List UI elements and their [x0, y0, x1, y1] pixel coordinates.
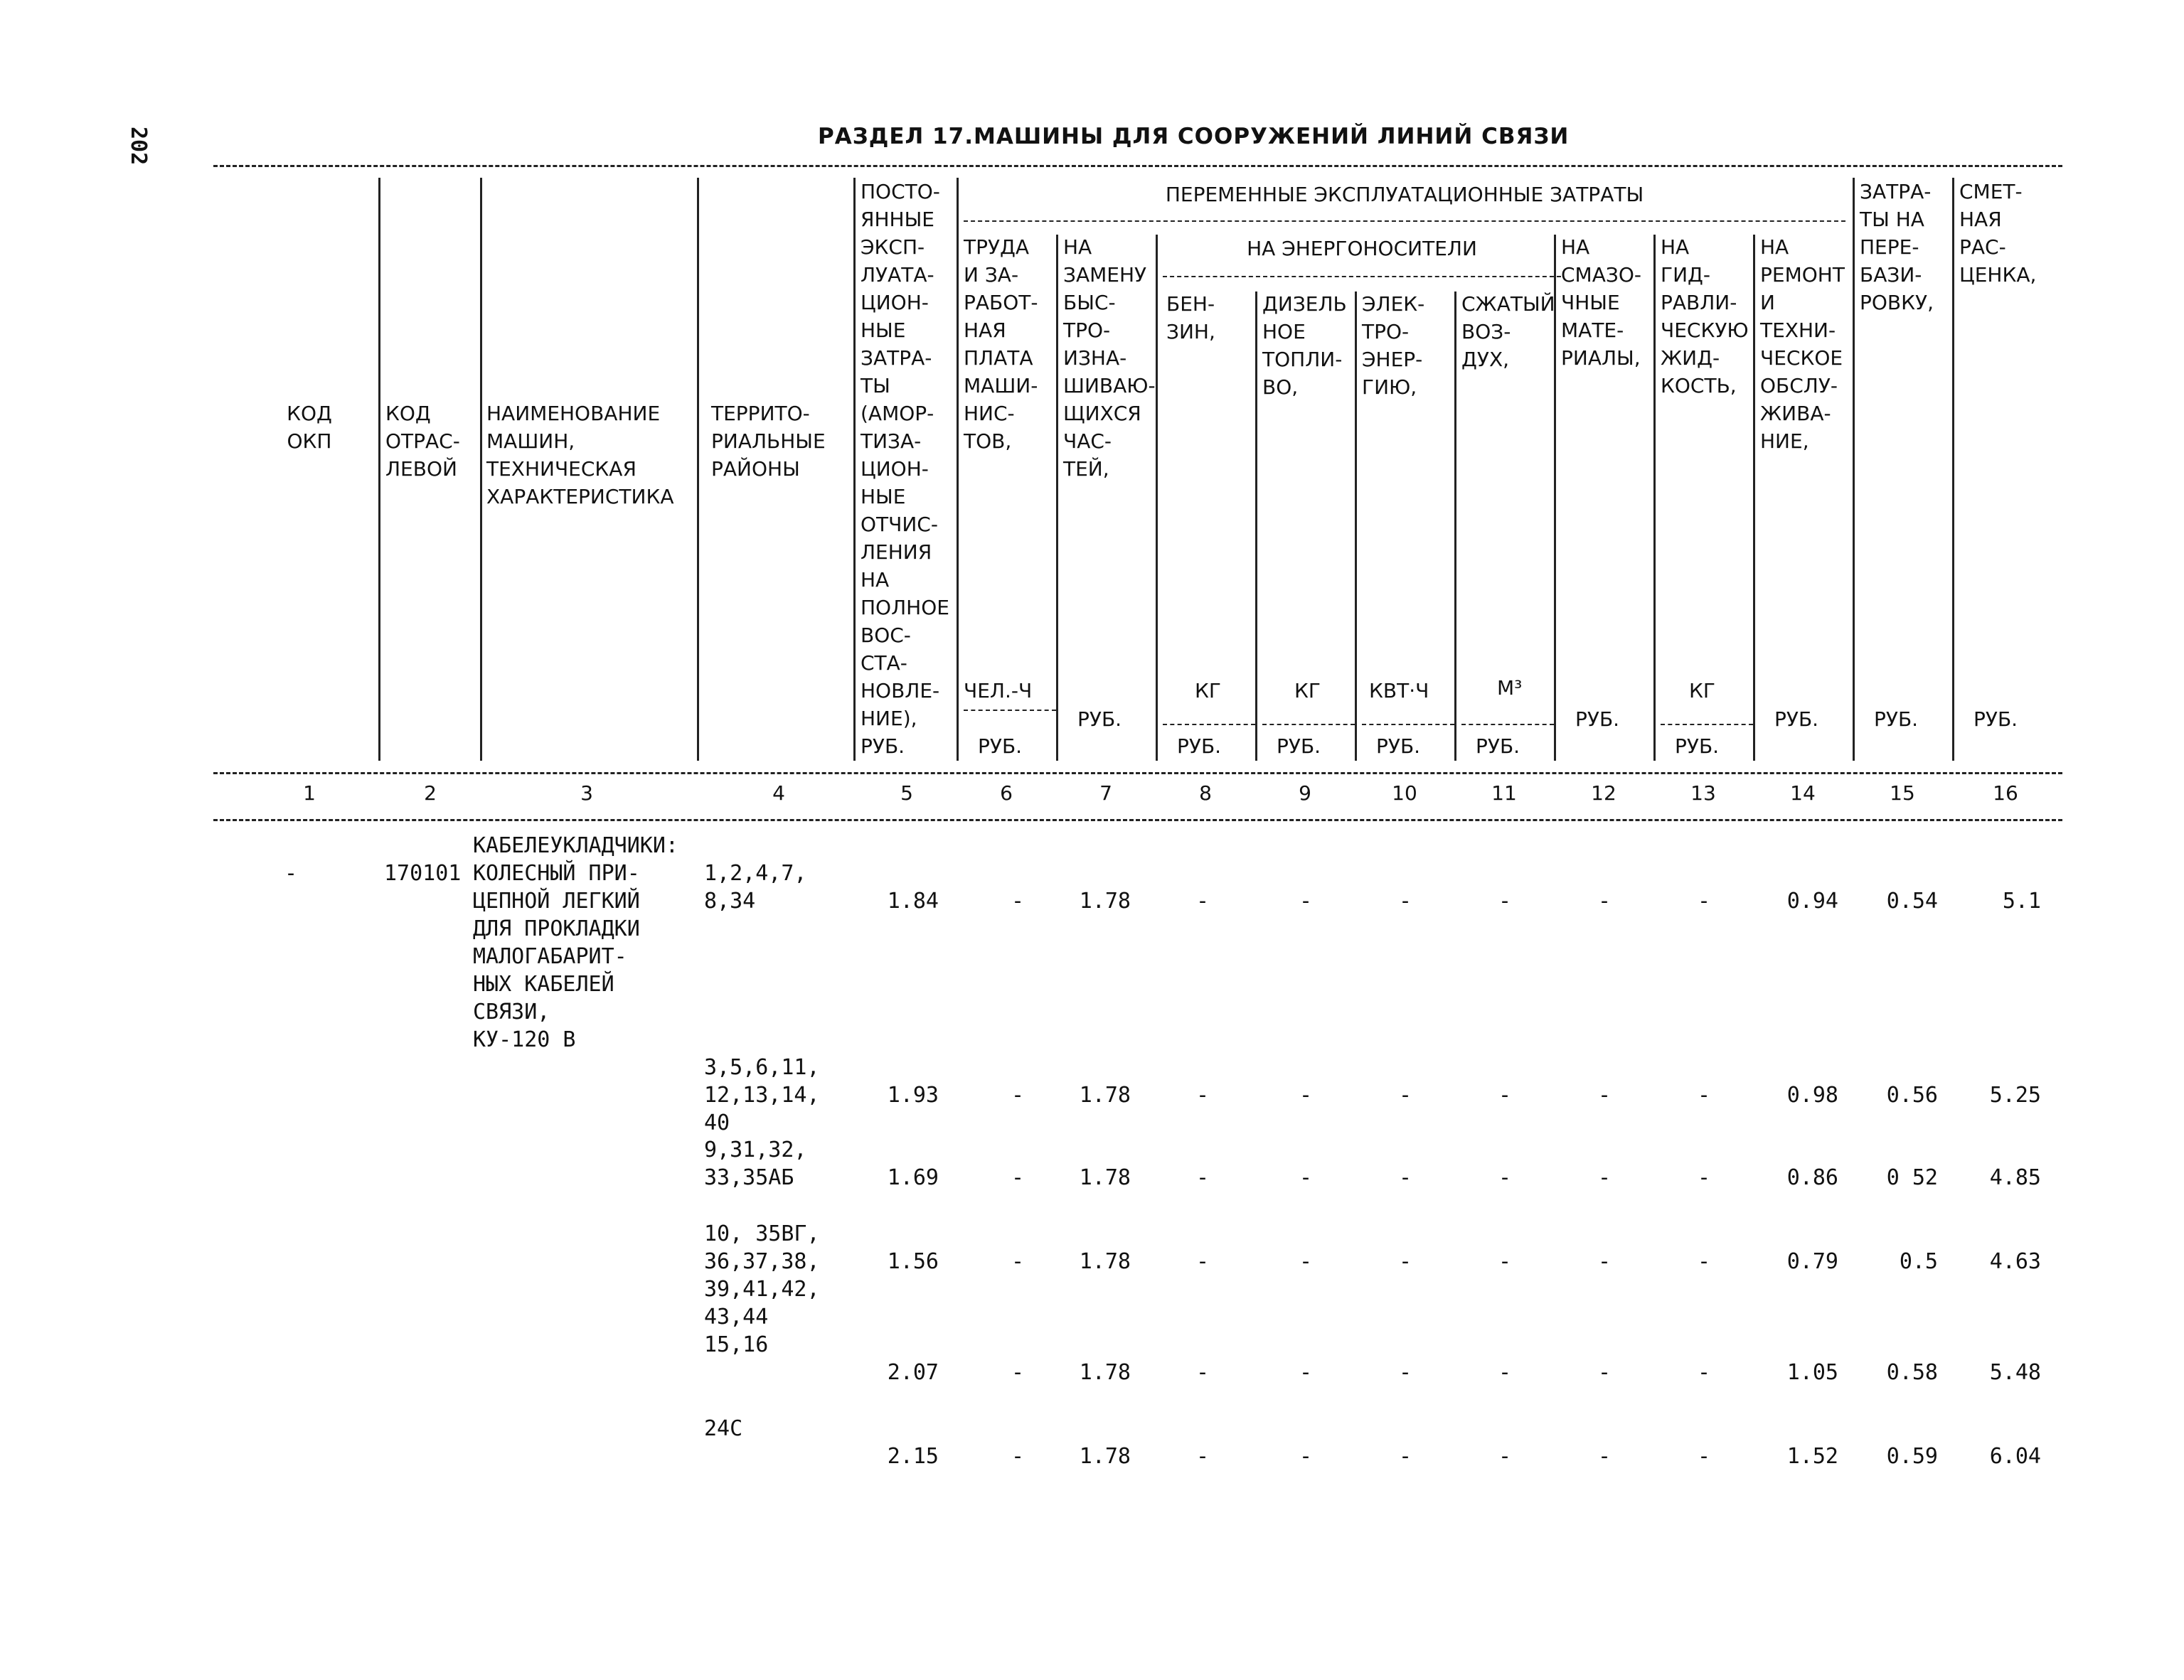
row-value-col16: 4.63	[1989, 1249, 2041, 1274]
row-value-col5: 1.69	[887, 1165, 939, 1190]
col-sep-9	[1355, 291, 1357, 761]
page-title: РАЗДЕЛ 17.МАШИНЫ ДЛЯ СООРУЖЕНИЙ ЛИНИЙ СВЯЗИ	[818, 124, 1570, 149]
col-sep-7	[1156, 235, 1158, 761]
header-col5: ПОСТО- ЯННЫЕ ЭКСП- ЛУАТА- ЦИОН- НЫЕ ЗАТРА- ТЫ (АМОР- ТИЗА- ЦИОН- НЫЕ ОТЧИС- ЛЕНИЯ НА ПОЛНОЕ ВОС- СТА- НОВЛЕ- НИЕ), РУБ.	[861, 180, 949, 758]
row-value-col11: -	[1498, 1249, 1511, 1274]
row-value-col10: -	[1398, 1360, 1412, 1385]
col-sep-13	[1753, 235, 1755, 761]
header-col14: НА РЕМОНТ И ТЕХНИ- ЧЕСКОЕ ОБСЛУ- ЖИВА- НИЕ,	[1760, 235, 1845, 453]
row-value-col6: -	[1011, 889, 1024, 914]
row-regions: 1,2,4,7, 8,34	[704, 861, 807, 914]
column-number-10: 10	[1392, 781, 1417, 805]
row-value-col14: 1.52	[1786, 1444, 1838, 1469]
column-number-4: 4	[772, 781, 785, 805]
row-value-col11: -	[1498, 1165, 1511, 1190]
row-value-col6: -	[1011, 1444, 1024, 1469]
row-value-col9: -	[1299, 1165, 1312, 1190]
row-value-col12: -	[1597, 1083, 1611, 1108]
row-value-col5: 1.56	[887, 1249, 939, 1274]
column-number-9: 9	[1299, 781, 1311, 805]
energy-group-rule	[1163, 276, 1561, 277]
row-value-col13: -	[1697, 1444, 1710, 1469]
row-value-col15: 0.5	[1899, 1249, 1938, 1274]
column-number-5: 5	[900, 781, 913, 805]
row-value-col8: -	[1195, 1165, 1209, 1190]
header-col11: СЖАТЫЙ ВОЗ- ДУХ,	[1461, 292, 1555, 371]
row-value-col7: 1.78	[1079, 889, 1131, 914]
header-col11-unit1: М³	[1497, 676, 1523, 700]
header-col3: НАИМЕНОВАНИЕ МАШИН, ТЕХНИЧЕСКАЯ ХАРАКТЕРИСТИКА	[486, 402, 674, 508]
row-value-col16: 6.04	[1989, 1444, 2041, 1469]
header-col12: НА СМАЗО- ЧНЫЕ МАТЕ- РИАЛЫ,	[1561, 235, 1641, 370]
row-value-col7: 1.78	[1079, 1444, 1131, 1469]
header-col8-unit1: КГ	[1195, 679, 1221, 702]
row-value-col14: 1.05	[1786, 1360, 1838, 1385]
row-value-col12: -	[1597, 1360, 1611, 1385]
row-value-col8: -	[1195, 1444, 1209, 1469]
header-col8-unit2: РУБ.	[1177, 734, 1222, 758]
row-value-col9: -	[1299, 1249, 1312, 1274]
row-value-col10: -	[1398, 1165, 1412, 1190]
header-col14-unit: РУБ.	[1774, 707, 1819, 731]
row-value-col9: -	[1299, 889, 1312, 914]
row-value-col16: 5.25	[1989, 1083, 2041, 1108]
column-number-15: 15	[1890, 781, 1915, 805]
group-label: КАБЕЛЕУКЛАДЧИКИ:	[473, 833, 678, 858]
row-regions: 3,5,6,11, 12,13,14, 40	[704, 1055, 820, 1135]
row-value-col5: 1.84	[887, 889, 939, 914]
unit-rule-13	[1661, 724, 1753, 725]
col-sep-15	[1952, 178, 1954, 761]
column-numbers-rule	[213, 819, 2062, 821]
row-value-col6: -	[1011, 1083, 1024, 1108]
unit-rule-10	[1362, 724, 1454, 725]
row-value-col12: -	[1597, 1444, 1611, 1469]
column-number-1: 1	[303, 781, 316, 805]
row-regions: 10, 35ВГ, 36,37,38, 39,41,42, 43,44	[704, 1221, 820, 1329]
col-sep-8	[1255, 291, 1257, 761]
row-value-col13: -	[1697, 1165, 1710, 1190]
row-value-col16: 4.85	[1989, 1165, 2041, 1190]
row-value-col10: -	[1398, 1444, 1412, 1469]
column-number-16: 16	[1993, 781, 2018, 805]
row-value-col10: -	[1398, 1083, 1412, 1108]
row-value-col8: -	[1195, 1249, 1209, 1274]
row-value-col5: 2.15	[887, 1444, 939, 1469]
col-sep-1	[378, 178, 380, 761]
column-number-8: 8	[1199, 781, 1212, 805]
item-name: КОЛЕСНЫЙ ПРИ- ЦЕПНОЙ ЛЕГКИЙ ДЛЯ ПРОКЛАДКИ МАЛОГАБАРИТ- НЫХ КАБЕЛЕЙ СВЯЗИ, КУ-120 В	[473, 861, 640, 1052]
col-sep-2	[480, 178, 482, 761]
col-sep-14	[1853, 178, 1855, 761]
row-value-col14: 0.98	[1786, 1083, 1838, 1108]
item-code: 170101	[384, 861, 462, 886]
header-col6-unit1: ЧЕЛ.-Ч	[964, 679, 1033, 702]
header-col6: ТРУДА И ЗА- РАБОТ- НАЯ ПЛАТА МАШИ- НИС- ТОВ,	[964, 235, 1038, 453]
header-col15-unit: РУБ.	[1874, 707, 1919, 731]
header-col16: СМЕТ- НАЯ РАС- ЦЕНКА,	[1959, 180, 2037, 287]
header-col13-unit1: КГ	[1689, 679, 1715, 702]
column-number-13: 13	[1690, 781, 1716, 805]
column-number-6: 6	[1000, 781, 1013, 805]
row-value-col11: -	[1498, 1444, 1511, 1469]
header-top-rule	[213, 165, 2062, 167]
header-col6-unit2: РУБ.	[978, 734, 1023, 758]
row-value-col14: 0.94	[1786, 889, 1838, 914]
row-value-col8: -	[1195, 1360, 1209, 1385]
row-value-col6: -	[1011, 1165, 1024, 1190]
row-value-col10: -	[1398, 1249, 1412, 1274]
row-value-col13: -	[1697, 1083, 1710, 1108]
header-col12-unit: РУБ.	[1575, 707, 1620, 731]
row-value-col6: -	[1011, 1360, 1024, 1385]
header-col4: ТЕРРИТО- РИАЛЬНЫЕ РАЙОНЫ	[711, 402, 826, 481]
column-number-12: 12	[1591, 781, 1616, 805]
row-value-col7: 1.78	[1079, 1360, 1131, 1385]
row-regions: 24С	[704, 1416, 743, 1441]
row-value-col7: 1.78	[1079, 1249, 1131, 1274]
row-value-col15: 0.56	[1886, 1083, 1938, 1108]
unit-rule-9	[1262, 724, 1355, 725]
header-col11-unit2: РУБ.	[1476, 734, 1520, 758]
col-sep-4	[853, 178, 856, 761]
header-col7-unit: РУБ.	[1077, 707, 1122, 731]
row-value-col13: -	[1697, 889, 1710, 914]
header-col9-unit1: КГ	[1294, 679, 1321, 702]
row-value-col11: -	[1498, 1083, 1511, 1108]
header-col13: НА ГИД- РАВЛИ- ЧЕСКУЮ ЖИД- КОСТЬ,	[1661, 235, 1749, 397]
row-value-col9: -	[1299, 1083, 1312, 1108]
header-energy-group: НА ЭНЕРГОНОСИТЕЛИ	[1247, 237, 1477, 260]
item-okp: -	[284, 861, 298, 886]
row-value-col9: -	[1299, 1444, 1312, 1469]
column-number-11: 11	[1491, 781, 1517, 805]
row-value-col6: -	[1011, 1249, 1024, 1274]
row-value-col15: 0.58	[1886, 1360, 1938, 1385]
variable-group-rule	[964, 220, 1845, 222]
header-col10-unit1: КВТ·Ч	[1369, 679, 1429, 702]
header-col7: НА ЗАМЕНУ БЫС- ТРО- ИЗНА- ШИВАЮ- ЩИХСЯ ЧАС- ТЕЙ,	[1063, 235, 1156, 481]
row-value-col16: 5.1	[2002, 889, 2041, 914]
header-col15: ЗАТРА- ТЫ НА ПЕРЕ- БАЗИ- РОВКУ,	[1860, 180, 1934, 314]
row-value-col15: 0 52	[1886, 1165, 1938, 1190]
row-value-col14: 0.86	[1786, 1165, 1838, 1190]
row-value-col7: 1.78	[1079, 1083, 1131, 1108]
header-col8: БЕН- ЗИН,	[1166, 292, 1215, 343]
row-value-col12: -	[1597, 1249, 1611, 1274]
header-bottom-rule	[213, 772, 2062, 774]
row-regions: 9,31,32, 33,35АБ	[704, 1138, 807, 1190]
column-number-7: 7	[1099, 781, 1112, 805]
column-number-2: 2	[424, 781, 437, 805]
column-number-3: 3	[580, 781, 593, 805]
row-value-col11: -	[1498, 1360, 1511, 1385]
row-value-col8: -	[1195, 889, 1209, 914]
column-number-14: 14	[1790, 781, 1816, 805]
row-value-col8: -	[1195, 1083, 1209, 1108]
row-regions: 15,16	[704, 1332, 769, 1357]
row-value-col10: -	[1398, 889, 1412, 914]
col-sep-6	[1056, 235, 1058, 761]
unit-rule-8	[1163, 724, 1255, 725]
row-value-col12: -	[1597, 1165, 1611, 1190]
row-value-col5: 2.07	[887, 1360, 939, 1385]
header-col2: КОД ОТРАС- ЛЕВОЙ	[385, 402, 460, 481]
unit-rule-6	[964, 710, 1056, 711]
row-value-col11: -	[1498, 889, 1511, 914]
row-value-col13: -	[1697, 1360, 1710, 1385]
row-value-col5: 1.93	[887, 1083, 939, 1108]
row-value-col7: 1.78	[1079, 1165, 1131, 1190]
row-value-col15: 0.59	[1886, 1444, 1938, 1469]
col-sep-10	[1454, 291, 1456, 761]
row-value-col14: 0.79	[1786, 1249, 1838, 1274]
row-value-col9: -	[1299, 1360, 1312, 1385]
header-col16-unit: РУБ.	[1973, 707, 2018, 731]
row-value-col15: 0.54	[1886, 889, 1938, 914]
page-number: 202	[126, 127, 151, 166]
header-col13-unit2: РУБ.	[1675, 734, 1720, 758]
header-variable-group: ПЕРЕМЕННЫЕ ЭКСПЛУАТАЦИОННЫЕ ЗАТРАТЫ	[1165, 183, 1644, 206]
col-sep-12	[1653, 235, 1656, 761]
row-value-col16: 5.48	[1989, 1360, 2041, 1385]
row-value-col13: -	[1697, 1249, 1710, 1274]
header-col1: КОД ОКП	[287, 402, 332, 453]
header-col9: ДИЗЕЛЬ НОЕ ТОПЛИ- ВО,	[1262, 292, 1347, 399]
col-sep-3	[697, 178, 699, 761]
col-sep-5	[957, 178, 959, 761]
header-col9-unit2: РУБ.	[1277, 734, 1321, 758]
header-col10-unit2: РУБ.	[1376, 734, 1421, 758]
row-value-col12: -	[1597, 889, 1611, 914]
header-col10: ЭЛЕК- ТРО- ЭНЕР- ГИЮ,	[1362, 292, 1425, 399]
unit-rule-11	[1461, 724, 1554, 725]
